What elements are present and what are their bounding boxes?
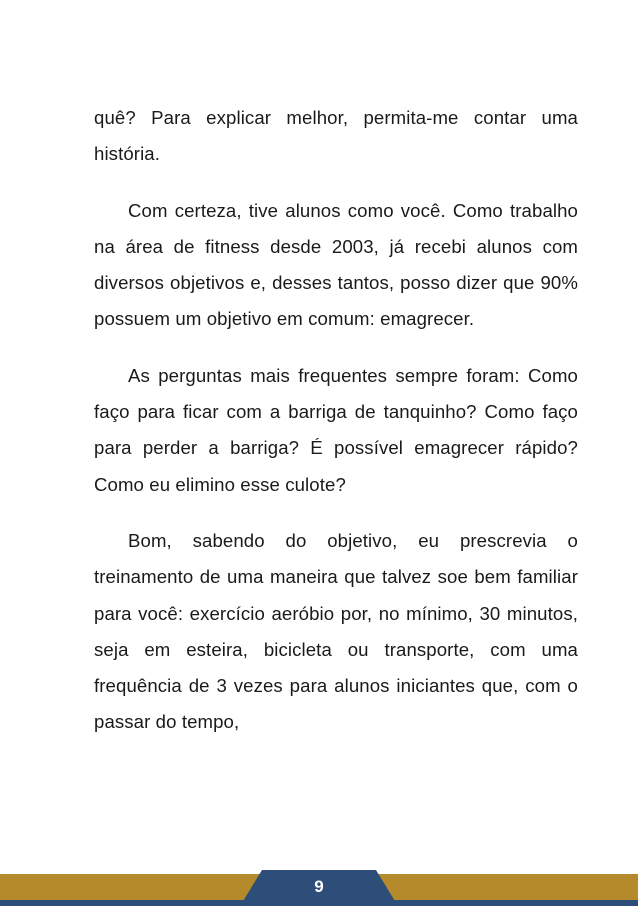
page-footer (0, 870, 638, 906)
paragraph-questions: As perguntas mais frequentes sempre foram: Como faço para ficar com a barriga de tanquinho? Como faço para perder a barriga? É possível emagrecer rápido? Como eu elimino esse culote? (94, 364, 578, 495)
paragraph-training: Bom, sabendo do objetivo, eu prescrevia o treinamento de uma maneira que talvez soe bem familiar para você: exercício aeróbio por, no mínimo, 30 minutos, seja em esteira, bicicleta ou transporte, com uma frequência de 3 vezes para alunos iniciantes que, com o passar do tempo, (94, 529, 578, 733)
page-number: 9 (314, 877, 324, 896)
paragraph-students: Com certeza, tive alunos como você. Como trabalho na área de fitness desde 2003, já recebi alunos com diversos objetivos e, desses tantos, posso dizer que 90% possuem um objetivo em comum: emagrecer. (94, 199, 578, 330)
paragraph-continuation: quê? Para explicar melhor, permita-me contar uma história. (94, 107, 578, 165)
page-number-tab (240, 870, 398, 906)
page-body (94, 100, 578, 761)
